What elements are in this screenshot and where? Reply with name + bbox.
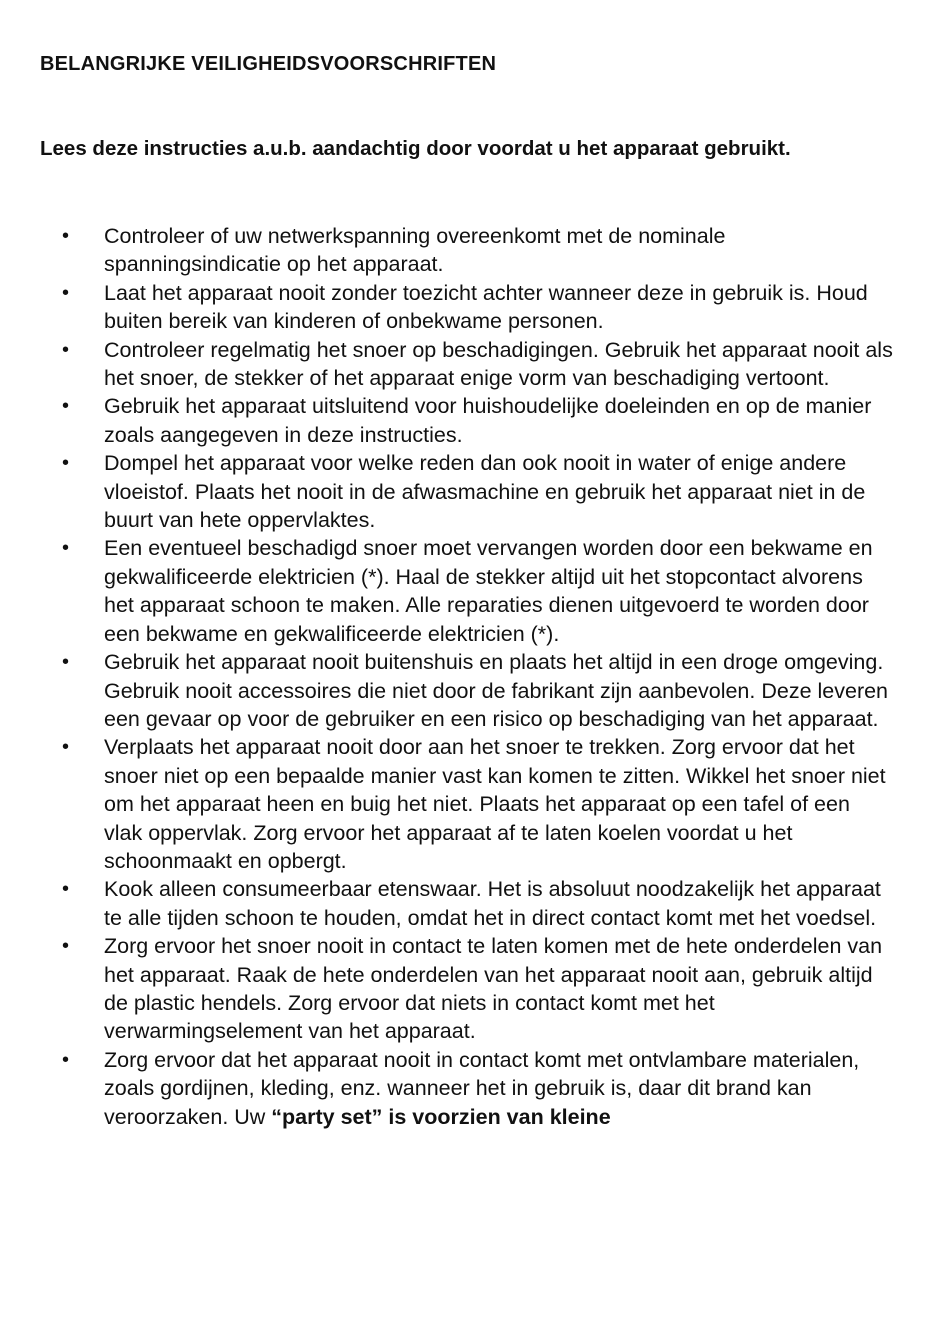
bullet-icon: • — [62, 651, 70, 674]
list-item-text: Zorg ervoor dat het apparaat nooit in contact komt met ontvlambare materialen, zoals gordijnen, kleding, enz. wanneer het in gebruik is, daar dit brand kan veroorzaken. Uw — [104, 1047, 860, 1129]
list-item — [0, 534, 894, 648]
list-item-text: Controleer of uw netwerkspanning overeenkomt met de nominale spanningsindicatie op het apparaat. — [104, 224, 726, 277]
list-item — [0, 733, 894, 875]
list-item — [0, 279, 894, 336]
list-item-text: Verplaats het apparaat nooit door aan het snoer te trekken. Zorg ervoor dat het snoer niet op een bepaalde manier vast kan komen te zitten. Wikkel het snoer niet om het apparaat heen en buig het niet. Plaats het apparaat op een tafel of een vlak oppervlak. Zorg ervoor het apparaat af te laten koelen voordat u het schoonmaakt en opbergt. — [104, 735, 886, 873]
list-item — [0, 932, 894, 1046]
bullet-icon: • — [62, 338, 70, 361]
list-item — [0, 449, 894, 534]
bullet-icon: • — [62, 537, 70, 560]
bullet-icon: • — [62, 736, 70, 759]
bullet-icon: • — [62, 935, 70, 958]
bullet-icon: • — [62, 1048, 70, 1071]
list-item — [0, 392, 894, 449]
list-item-text: Zorg ervoor het snoer nooit in contact te laten komen met de hete onderdelen van het apparaat. Raak de hete onderdelen van het apparaat nooit aan, gebruik altijd de plastic hendels. Zorg ervoor dat niets in contact komt met het verwarmingselement van het apparaat. — [104, 934, 883, 1044]
list-item-text: Controleer regelmatig het snoer op beschadigingen. Gebruik het apparaat nooit als het snoer, de stekker of het apparaat enige vorm van beschadiging vertoont. — [104, 337, 893, 391]
list-item — [0, 1046, 894, 1131]
list-item — [0, 222, 894, 279]
bullet-icon: • — [62, 281, 70, 304]
list-item-text: Dompel het apparaat voor welke reden dan ook nooit in water of enige andere vloeistof. Plaats het nooit in de afwasmachine en gebruik het apparaat niet in de buurt van hete oppervlaktes. — [104, 451, 866, 533]
safety-instructions-list — [0, 222, 950, 1131]
list-item — [0, 336, 894, 393]
intro-text: Lees deze instructies a.u.b. aandachtig door voordat u het apparaat gebruikt. — [40, 137, 791, 160]
bullet-icon: • — [62, 878, 70, 901]
page-title: BELANGRIJKE VEILIGHEIDSVOORSCHRIFTEN — [40, 53, 497, 75]
list-item-text: Kook alleen consumeerbaar etenswaar. Het is absoluut noodzakelijk het apparaat te alle tijden schoon te houden, omdat het in direct contact komt met het voedsel. — [104, 877, 881, 930]
list-item-text: Gebruik het apparaat nooit buitenshuis en plaats het altijd in een droge omgeving. Gebruik nooit accessoires die niet door de fabrikant zijn aanbevolen. Deze leveren een gevaar op voor de gebruiker en een risico op beschadiging van het apparaat. — [104, 650, 889, 731]
list-item-bold-tail: “party set” is voorzien van kleine — [271, 1104, 611, 1129]
list-item — [0, 648, 894, 733]
list-item-text: Gebruik het apparaat uitsluitend voor huishoudelijke doeleinden en op de manier zoals aangegeven in deze instructies. — [104, 394, 872, 447]
list-item-text: Een eventueel beschadigd snoer moet vervangen worden door een bekwame en gekwalificeerde elektricien (*). Haal de stekker altijd uit het stopcontact alvorens het apparaat schoon te maken. Alle reparaties dienen uitgevoerd te worden door een bekwame en gekwalificeerde elektricien (*). — [104, 536, 873, 646]
list-item-text: Laat het apparaat nooit zonder toezicht achter wanneer deze in gebruik is. Houd buiten bereik van kinderen of onbekwame personen. — [104, 280, 868, 334]
bullet-icon: • — [62, 395, 70, 418]
list-item — [0, 875, 894, 932]
bullet-icon: • — [62, 225, 70, 247]
bullet-icon: • — [62, 452, 70, 475]
